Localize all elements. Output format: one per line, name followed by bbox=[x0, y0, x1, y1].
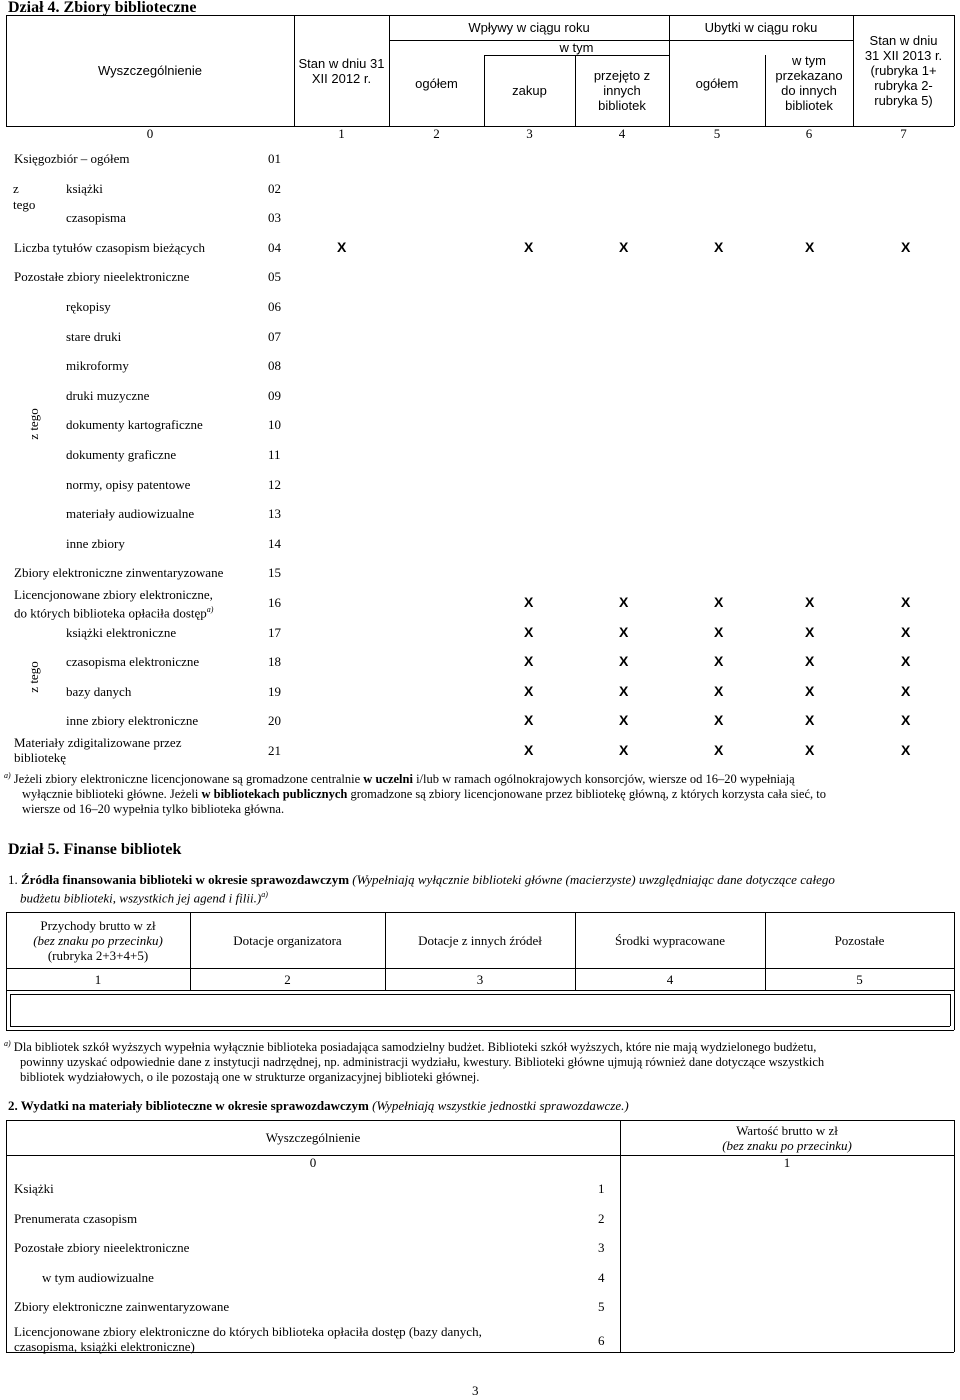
row-number: 21 bbox=[268, 743, 281, 758]
row-number: 09 bbox=[268, 387, 281, 403]
header-dotacje-organizatora: Dotacje organizatora bbox=[233, 932, 342, 948]
x-mark: X bbox=[901, 238, 911, 255]
row-number: 15 bbox=[268, 565, 281, 581]
row-label: książki elektroniczne bbox=[66, 624, 177, 640]
x-mark: X bbox=[805, 594, 815, 610]
x-mark: X bbox=[805, 623, 815, 640]
col-number: 0 bbox=[309, 1155, 317, 1170]
header-wyszczegolnienie-2: Wyszczególnienie bbox=[265, 1130, 361, 1145]
expenses-subtitle: 2. Wydatki na materiały biblioteczne w okresie sprawozdawczym (Wypełniają wszystkie jednostki sprawozdawcze.) bbox=[8, 1098, 629, 1113]
x-mark: X bbox=[524, 623, 534, 640]
x-mark: X bbox=[619, 712, 629, 729]
col-number: 2 bbox=[433, 125, 440, 141]
row-label: materiały audiowizualne bbox=[66, 506, 195, 522]
row-number: 06 bbox=[268, 299, 281, 314]
col-number: 5 bbox=[856, 971, 863, 987]
row-label: Licencjonowane zbiory elektroniczne, do których biblioteka opłaciła dostęp$^{a)}$ bbox=[14, 587, 214, 621]
row-label: bazy danych bbox=[66, 683, 132, 699]
x-mark: X bbox=[619, 742, 629, 758]
x-mark: X bbox=[714, 623, 724, 640]
x-mark: X bbox=[805, 742, 815, 758]
row-number: 13 bbox=[268, 506, 281, 522]
header-stan-2012: Stan w dniu 31 XII 2012 r. bbox=[298, 55, 385, 86]
row-label: książki bbox=[66, 180, 103, 196]
col-number: 7 bbox=[900, 125, 907, 141]
x-mark: X bbox=[619, 653, 629, 670]
row-label: Pozostałe zbiory nieelektroniczne bbox=[14, 269, 190, 285]
row-number: 11 bbox=[268, 447, 281, 462]
header-przychody: Przychody brutto w zł (bez znaku po przecinku) (rubryka 2+3+4+5) bbox=[33, 917, 163, 963]
section-4-title: Dział 4. Zbiory biblioteczne bbox=[8, 0, 197, 16]
col-number: 3 bbox=[476, 971, 484, 987]
row-number: 01 bbox=[268, 151, 281, 166]
row-label: dokumenty graficzne bbox=[66, 447, 177, 462]
header-wyszczegolnienie: Wyszczególnienie bbox=[98, 63, 202, 78]
header-srodki: Środki wypracowane bbox=[614, 932, 726, 948]
x-mark: X bbox=[714, 712, 724, 729]
col-number: 2 bbox=[284, 971, 291, 987]
header-w-tym: w tym bbox=[559, 40, 594, 55]
header-wplywy-ogolem: ogółem bbox=[415, 75, 458, 91]
header-stan-2013-line2: 31 XII 2013 r. bbox=[864, 48, 943, 63]
col-number: 4 bbox=[618, 125, 626, 141]
row-number: 05 bbox=[268, 269, 281, 285]
header-stan-2013 bbox=[853, 15, 954, 126]
header-pozostale: Pozostałe bbox=[834, 932, 885, 948]
x-mark: X bbox=[901, 653, 911, 670]
x-mark: X bbox=[714, 682, 724, 699]
row-number: 20 bbox=[268, 713, 281, 729]
col-number: 1 bbox=[94, 971, 102, 987]
row-number: 18 bbox=[268, 654, 281, 670]
x-mark: X bbox=[901, 623, 911, 640]
expense-row-number: 2 bbox=[598, 1210, 605, 1226]
row-label: mikroformy bbox=[66, 358, 129, 374]
expense-row-label: Licencjonowane zbiory elektroniczne do których biblioteka opłaciła dostęp (bazy danych, czasopisma, książki elektroniczne) bbox=[14, 1323, 482, 1354]
expense-row-number: 1 bbox=[598, 1181, 605, 1196]
z-tego-label-2: z tego bbox=[26, 408, 41, 440]
row-number: 03 bbox=[268, 210, 281, 226]
col-number: 0 bbox=[146, 125, 154, 141]
x-mark: X bbox=[524, 594, 534, 610]
row-label: Materiały zdigitalizowane przez bibliotekę bbox=[14, 735, 182, 765]
row-label: Księgozbiór – ogółem bbox=[14, 151, 130, 166]
header-stan-2013-line3: (rubryka 1+ rubryka 2- rubryka 5) bbox=[870, 63, 937, 108]
x-mark: X bbox=[901, 712, 911, 729]
col-number: 5 bbox=[713, 125, 721, 141]
expense-row-number: 3 bbox=[598, 1240, 605, 1255]
row-label: czasopisma bbox=[66, 210, 126, 226]
row-label: inne zbiory bbox=[66, 535, 125, 551]
expense-row-number: 4 bbox=[598, 1269, 605, 1285]
x-mark: X bbox=[524, 712, 534, 729]
row-number: 19 bbox=[268, 683, 281, 699]
x-mark: X bbox=[805, 712, 815, 729]
header-stan-2013-line1: Stan w dniu bbox=[869, 33, 938, 48]
x-mark: X bbox=[714, 238, 724, 255]
x-mark: X bbox=[901, 594, 911, 610]
row-label: rękopisy bbox=[66, 299, 111, 314]
expense-row-label: Książki bbox=[14, 1181, 54, 1196]
x-mark: X bbox=[524, 682, 534, 699]
expense-row-label: w tym audiowizualne bbox=[42, 1269, 154, 1285]
x-mark: X bbox=[805, 653, 815, 670]
x-mark: X bbox=[619, 238, 629, 255]
header-ubytki: Ubytki w ciągu roku bbox=[704, 20, 818, 35]
expense-row-label: Pozostałe zbiory nieelektroniczne bbox=[14, 1240, 190, 1255]
z-tego-label-3: z tego bbox=[26, 661, 41, 693]
x-mark: X bbox=[714, 594, 724, 610]
header-ubytki-ogolem: ogółem bbox=[695, 75, 739, 91]
row-label: stare druki bbox=[66, 328, 122, 344]
row-label: inne zbiory elektroniczne bbox=[66, 713, 199, 729]
header-zakup: zakup bbox=[512, 83, 547, 98]
section-4-footnote: $^{a)}$ Jeżeli zbiory elektroniczne licencjonowane są gromadzone centralnie w uczelni i/lub w ramach ogólnokrajowych konsorcjów, wiersze od 16–20 wypełniają wyłącznie biblioteki główne. Jeżeli w bibliotekach publicznych gromadzone są zbiory licencjonowane przez bibliotekę główną, z których korzysta cała sieć, to wiersze od 16–20 wypełnia tylko biblioteka główna. bbox=[4, 771, 826, 817]
header-wplywy: Wpływy w ciągu roku bbox=[468, 20, 590, 35]
financing-footnote: $^{a)}$ Dla bibliotek szkół wyższych wypełnia wyłącznie biblioteka posiadająca samodzielny budżet. Biblioteki szkół wyższych, które nie mają wydzielonego budżetu, powinny uzyskać odpowiednie dane z instytucji nadrzędnej, np. administracji wydziału, kwestury. Biblioteki główne ujmują również dane dotyczące wszystkich bibliotek wydziałowych, o ile pozostają one w strukturze organizacyjnej biblioteki głównej. bbox=[4, 1039, 825, 1085]
x-mark: X bbox=[337, 238, 347, 255]
z-tego-label-1: z tego bbox=[13, 181, 36, 212]
x-mark: X bbox=[619, 594, 629, 610]
row-label: Zbiory elektroniczne zinwentaryzowane bbox=[14, 565, 224, 581]
x-mark: X bbox=[619, 623, 629, 640]
header-przekazano: w tym przekazano do innych bibliotek bbox=[775, 53, 843, 113]
col-number: 1 bbox=[783, 1155, 791, 1170]
header-dotacje-inne: Dotacje z innych źródeł bbox=[418, 932, 542, 948]
col-number: 3 bbox=[526, 125, 533, 141]
row-label: normy, opisy patentowe bbox=[66, 476, 191, 492]
x-mark: X bbox=[619, 682, 629, 699]
financing-subtitle: 1. Źródła finansowania biblioteki w okresie sprawozdawczym (Wypełniają wyłącznie biblioteki główne (macierzyste) uwzględniając dane dotyczące całego budżetu biblioteki, wszystkich jej agend i filii.)$^{a)}$ bbox=[8, 872, 835, 906]
row-label: dokumenty kartograficzne bbox=[66, 417, 203, 433]
x-mark: X bbox=[714, 653, 724, 670]
x-mark: X bbox=[805, 238, 815, 255]
x-mark: X bbox=[901, 742, 911, 758]
row-number: 07 bbox=[268, 328, 281, 344]
x-mark: X bbox=[524, 653, 534, 670]
header-przejeto: przejęto z innych bibliotek bbox=[593, 68, 651, 113]
row-number: 16 bbox=[268, 595, 281, 610]
row-number: 02 bbox=[268, 180, 281, 196]
section-5-title: Dział 5. Finanse bibliotek bbox=[8, 841, 182, 858]
header-wartosc: Wartość brutto w zł (bez znaku po przecinku) bbox=[722, 1122, 852, 1153]
x-mark: X bbox=[805, 682, 815, 699]
col-number: 4 bbox=[666, 971, 674, 987]
page-number: 3 bbox=[472, 1383, 479, 1398]
expense-row-label: Prenumerata czasopism bbox=[14, 1210, 138, 1226]
row-number: 17 bbox=[268, 624, 281, 640]
expense-row-label: Zbiory elektroniczne zainwentaryzowane bbox=[14, 1299, 230, 1314]
col-number: 6 bbox=[805, 125, 813, 141]
x-mark: X bbox=[524, 742, 534, 758]
x-mark: X bbox=[524, 238, 534, 255]
x-mark: X bbox=[901, 682, 911, 699]
row-number: 14 bbox=[268, 535, 281, 551]
expense-row-number: 6 bbox=[598, 1332, 605, 1348]
row-number: 08 bbox=[268, 358, 281, 374]
row-number: 12 bbox=[268, 476, 281, 492]
row-label: czasopisma elektroniczne bbox=[66, 654, 200, 670]
row-number: 10 bbox=[268, 417, 281, 433]
x-mark: X bbox=[714, 742, 724, 758]
row-label: Liczba tytułów czasopism bieżących bbox=[14, 239, 205, 255]
row-label: druki muzyczne bbox=[66, 387, 150, 403]
expense-row-number: 5 bbox=[598, 1299, 605, 1314]
row-number: 04 bbox=[268, 239, 281, 255]
col-number: 1 bbox=[338, 125, 345, 141]
